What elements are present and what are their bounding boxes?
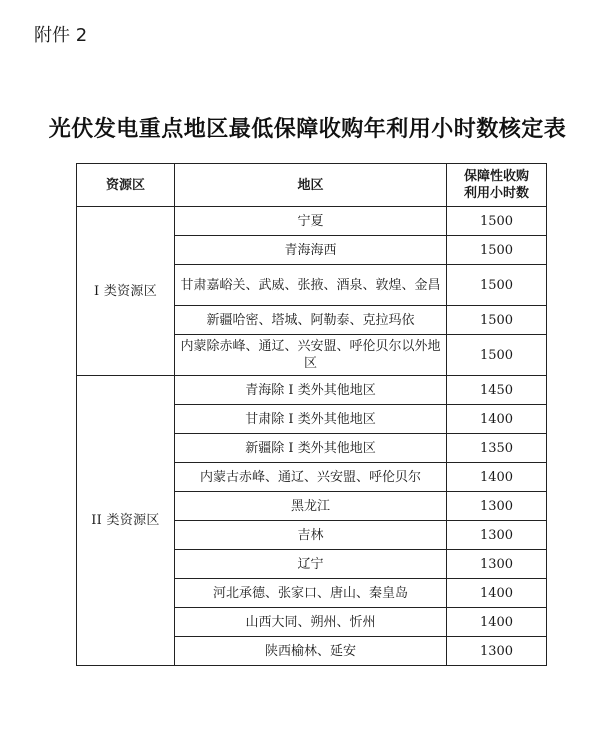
region-cell: 山西大同、朔州、忻州 xyxy=(175,608,447,637)
region-cell: 黑龙江 xyxy=(175,492,447,521)
region-cell: 内蒙除赤峰、通辽、兴安盟、呼伦贝尔以外地区 xyxy=(175,335,447,376)
region-cell: 甘肃除 I 类外其他地区 xyxy=(175,405,447,434)
hours-cell: 1400 xyxy=(447,463,547,492)
column-header-region: 地区 xyxy=(175,164,447,207)
region-cell: 青海除 I 类外其他地区 xyxy=(175,376,447,405)
category-cell-class-1: I 类资源区 xyxy=(77,207,175,376)
hours-cell: 1350 xyxy=(447,434,547,463)
hours-cell: 1400 xyxy=(447,579,547,608)
region-cell: 辽宁 xyxy=(175,550,447,579)
region-cell: 陕西榆林、延安 xyxy=(175,637,447,666)
table-row xyxy=(77,376,547,405)
hours-cell: 1300 xyxy=(447,637,547,666)
hours-cell: 1400 xyxy=(447,608,547,637)
table-header-row xyxy=(77,164,547,207)
hours-cell: 1500 xyxy=(447,236,547,265)
column-header-hours xyxy=(447,164,547,207)
region-cell: 青海海西 xyxy=(175,236,447,265)
region-cell: 新疆除 I 类外其他地区 xyxy=(175,434,447,463)
region-cell: 内蒙古赤峰、通辽、兴安盟、呼伦贝尔 xyxy=(175,463,447,492)
hours-cell: 1300 xyxy=(447,550,547,579)
utilization-hours-table xyxy=(76,163,547,666)
hours-cell: 1500 xyxy=(447,207,547,236)
hours-cell: 1400 xyxy=(447,405,547,434)
hours-cell: 1500 xyxy=(447,335,547,376)
region-cell: 吉林 xyxy=(175,521,447,550)
region-cell: 河北承德、张家口、唐山、秦皇岛 xyxy=(175,579,447,608)
hours-cell: 1300 xyxy=(447,521,547,550)
column-header-hours-line2: 利用小时数 xyxy=(463,186,529,201)
hours-cell: 1500 xyxy=(447,306,547,335)
attachment-label: 附件 2 xyxy=(34,25,88,46)
page-title: 光伏发电重点地区最低保障收购年利用小时数核定表 xyxy=(48,117,567,142)
hours-cell: 1450 xyxy=(447,376,547,405)
region-cell: 宁夏 xyxy=(175,207,447,236)
table-header xyxy=(77,164,547,207)
hours-cell: 1500 xyxy=(447,265,547,306)
table-body xyxy=(77,207,547,666)
hours-cell: 1300 xyxy=(447,492,547,521)
column-header-category: 资源区 xyxy=(77,164,175,207)
column-header-hours-line1: 保障性收购 xyxy=(463,169,529,184)
region-cell: 新疆哈密、塔城、阿勒泰、克拉玛依 xyxy=(175,306,447,335)
table-row xyxy=(77,207,547,236)
region-cell: 甘肃嘉峪关、武威、张掖、酒泉、敦煌、金昌 xyxy=(175,265,447,306)
category-cell-class-2: II 类资源区 xyxy=(77,376,175,666)
